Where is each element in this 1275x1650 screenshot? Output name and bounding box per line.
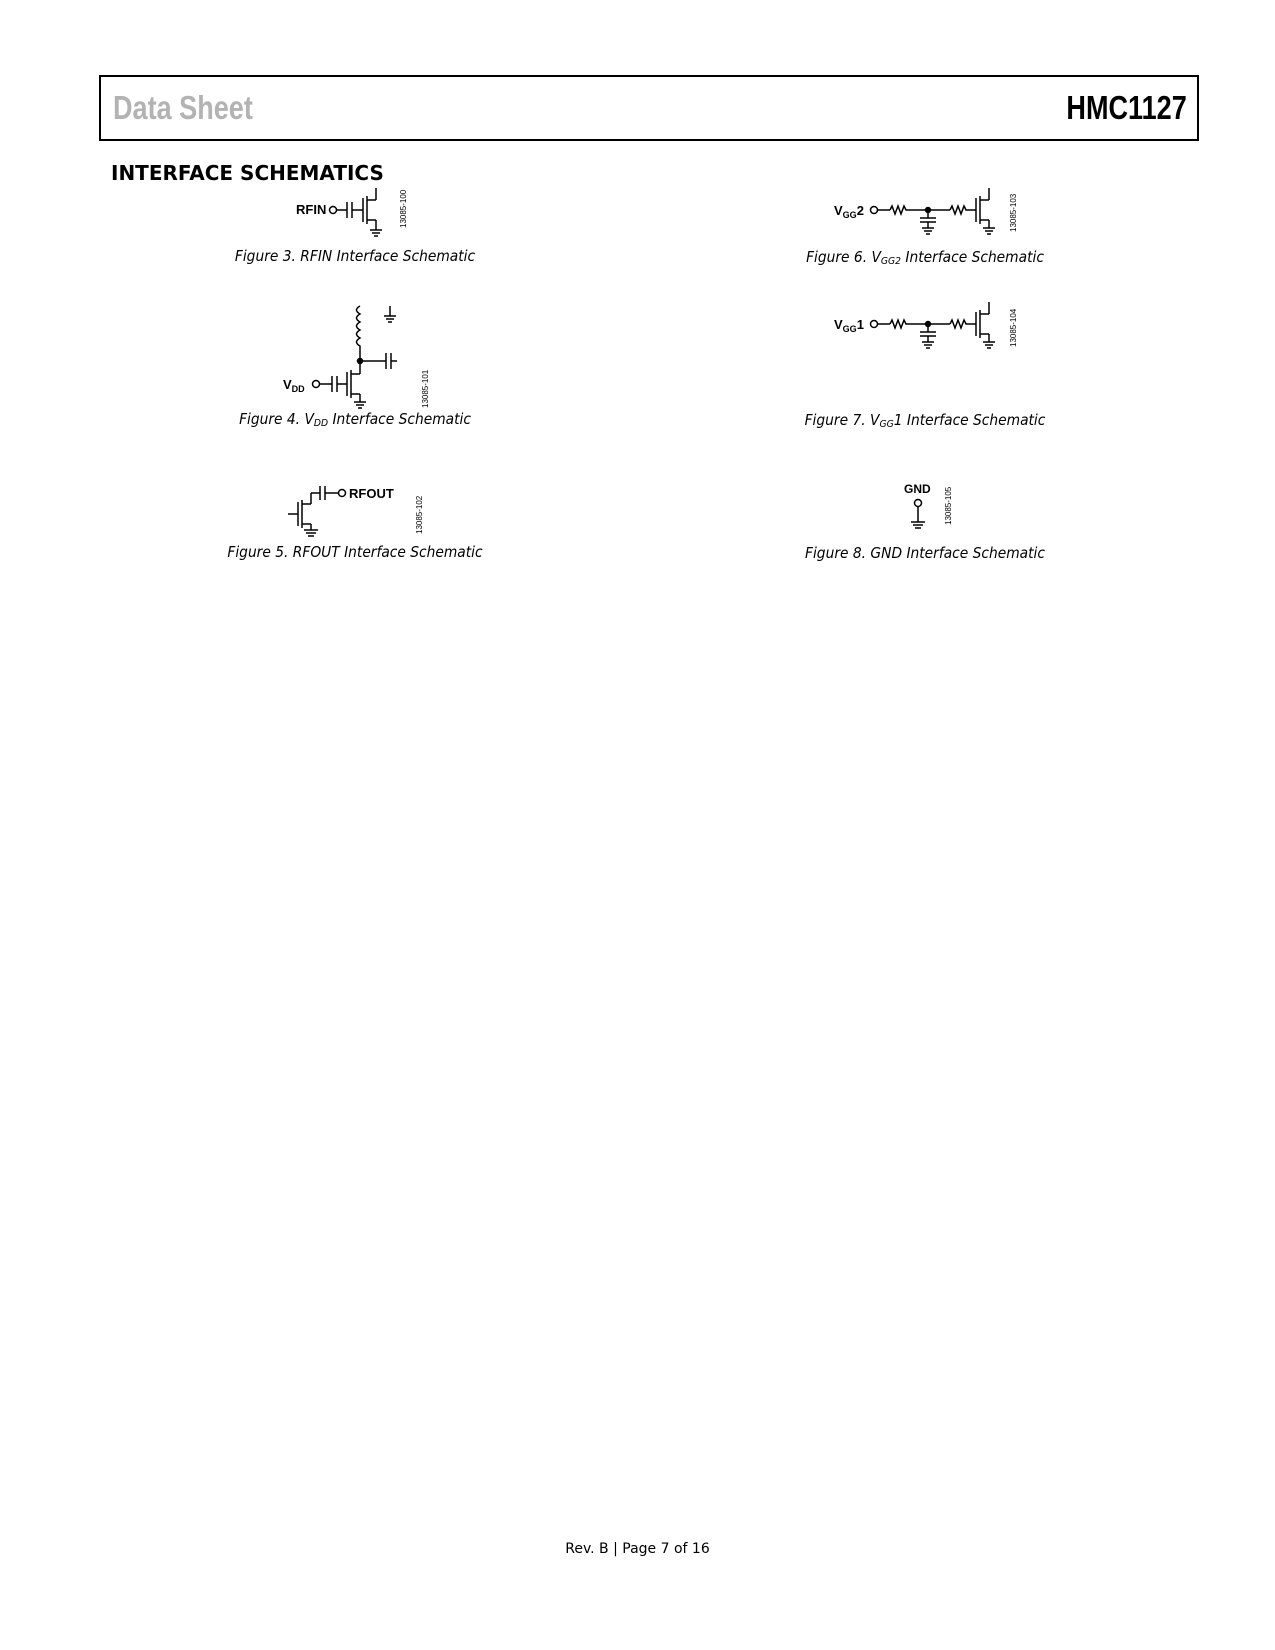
figure-6-schematic	[832, 188, 1032, 248]
figure-code: 13085-103	[1009, 193, 1018, 232]
figure-3-caption: Figure 3. RFIN Interface Schematic	[234, 247, 476, 265]
figure-8-schematic	[896, 482, 966, 546]
figure-7-schematic	[832, 305, 1032, 365]
vgg1-pin-label: $V_{GG}1$	[834, 317, 864, 334]
vgg2-pin-label: $V_{GG}2$	[834, 203, 864, 220]
figure-4-caption: Figure 4. $V_{DD}$ Interface Schematic	[239, 410, 471, 429]
figure-5-caption: Figure 5. RFOUT Interface Schematic	[227, 543, 483, 561]
part-number: HMC1127	[1066, 89, 1187, 126]
figure-code: 13085-102	[415, 495, 424, 534]
figure-3-schematic	[290, 188, 430, 248]
rfin-pin-label: RFIN	[296, 202, 327, 217]
gnd-pin-label: GND	[904, 482, 931, 496]
section-title: INTERFACE SCHEMATICS	[111, 161, 384, 185]
figure-code: 13085-100	[399, 189, 408, 228]
figure-code: 13085-105	[944, 486, 953, 525]
figure-6-caption: Figure 6. $V_{GG2}$ Interface Schematic	[806, 248, 1044, 267]
vdd-pin-label: $V_{DD}$	[283, 377, 305, 394]
figure-code: 13085-104	[1009, 308, 1018, 347]
figure-8-caption: Figure 8. GND Interface Schematic	[805, 544, 1045, 562]
figure-4-schematic	[280, 306, 450, 416]
figure-5-schematic	[288, 486, 438, 546]
page-footer: Rev. B | Page 7 of 16	[565, 1541, 710, 1557]
doc-type-label: Data Sheet	[113, 89, 253, 126]
rfout-pin-label: RFOUT	[349, 486, 394, 501]
figure-code: 13085-101	[421, 369, 430, 408]
page-header	[99, 75, 1199, 141]
figure-7-caption: Figure 7. $V_{GG}1$ Interface Schematic	[804, 411, 1046, 430]
